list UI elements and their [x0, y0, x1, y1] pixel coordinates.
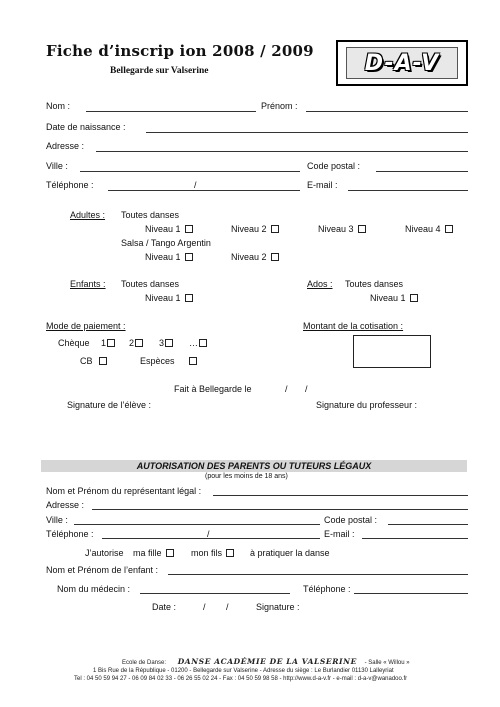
label-enfants: Enfants :	[70, 279, 106, 289]
label-enfant: Nom et Prénom de l’enfant :	[46, 565, 159, 575]
label-date-naissance: Date de naissance :	[46, 122, 126, 132]
label-parent-code-postal: Code postal :	[324, 515, 378, 525]
label-montant-cotisation: Montant de la cotisation :	[303, 321, 404, 331]
field-date-naissance[interactable]	[146, 132, 468, 133]
logo-text: D-A-V	[364, 50, 440, 76]
field-adresse[interactable]	[96, 151, 468, 152]
label-parent-ville: Ville :	[46, 515, 68, 525]
checkbox[interactable]	[226, 549, 234, 557]
label-ados: Ados :	[307, 279, 333, 289]
option-cheque-2[interactable]: 2	[129, 338, 143, 348]
form-title: Fiche d’inscrip ion 2008 / 2009	[46, 42, 314, 60]
autorisation-title: AUTORISATION DES PARENTS OU TUTEURS LÉGAUX	[136, 461, 372, 471]
checkbox[interactable]	[445, 225, 453, 233]
checkbox[interactable]	[107, 339, 115, 347]
label-adresse: Adresse :	[46, 141, 85, 151]
footer-salle: - Salle « Willou »	[364, 660, 410, 666]
date-separator-b: /	[226, 602, 229, 612]
option-enfant-niveau1[interactable]: Niveau 1	[145, 293, 193, 303]
field-medecin-telephone[interactable]	[354, 593, 468, 594]
option-cb[interactable]: CB	[80, 356, 107, 366]
dav-logo	[336, 40, 468, 86]
autorisation-band	[41, 460, 467, 472]
label-representant: Nom et Prénom du représentant légal :	[46, 486, 202, 496]
date-separator-1: /	[285, 384, 288, 394]
field-enfant[interactable]	[168, 574, 468, 575]
option-ados-niveau1[interactable]: Niveau 1	[370, 293, 418, 303]
field-parent-code-postal[interactable]	[388, 524, 468, 525]
checkbox[interactable]	[185, 294, 193, 302]
checkbox[interactable]	[358, 225, 366, 233]
label-medecin-telephone: Téléphone :	[303, 584, 351, 594]
field-parent-email[interactable]	[362, 538, 468, 539]
parent-phone-separator: /	[207, 529, 210, 539]
label-medecin: Nom du médecin :	[57, 584, 131, 594]
phone-separator: /	[194, 180, 197, 190]
option-adulte-niveau4[interactable]: Niveau 4	[405, 224, 453, 234]
footer-address: 1 Bis Rue de la République - 01200 - Bellegarde sur Valserine - Adresse du siège : Le Burlandier 01130 Lalleyriat	[93, 668, 394, 674]
checkbox[interactable]	[185, 253, 193, 261]
field-parent-adresse[interactable]	[92, 509, 468, 510]
option-especes[interactable]: Espèces	[140, 356, 197, 366]
cotisation-amount-box[interactable]	[353, 335, 431, 368]
label-parent-email: E-mail :	[324, 529, 355, 539]
label-adultes: Adultes :	[70, 210, 106, 220]
autorisation-subtitle: (pour les moins de 18 ans)	[205, 473, 288, 480]
field-parent-telephone[interactable]	[102, 538, 320, 539]
label-signature-professeur: Signature du professeur :	[316, 400, 418, 410]
field-nom[interactable]	[86, 111, 256, 112]
option-cheque-3[interactable]: 3	[159, 338, 173, 348]
label-cheque: Chèque	[58, 338, 90, 348]
field-parent-ville[interactable]	[74, 524, 320, 525]
checkbox[interactable]	[166, 549, 174, 557]
option-ma-fille[interactable]: ma fille	[133, 548, 174, 558]
footer-contact: Tel : 04 50 59 94 27 - 06 09 84 02 33 - 06 26 55 02 24 - Fax : 04 50 59 98 58 - http://www.d-a-v.fr - e-mail : d-a-v@wanadoo.fr	[74, 676, 408, 682]
checkbox[interactable]	[410, 294, 418, 302]
label-signature-eleve: Signature de l’élève :	[67, 400, 152, 410]
fait-a-bellegarde: Fait à Bellegarde le	[174, 384, 252, 394]
field-telephone[interactable]	[108, 190, 300, 191]
checkbox[interactable]	[165, 339, 173, 347]
date-separator-a: /	[203, 602, 206, 612]
label-parent-adresse: Adresse :	[46, 500, 85, 510]
checkbox[interactable]	[271, 253, 279, 261]
footer-ecole-name: DANSE ACADÉMIE DE LA VALSERINE	[177, 657, 357, 666]
option-salsa-niveau1[interactable]: Niveau 1	[145, 252, 193, 262]
label-parent-telephone: Téléphone :	[46, 529, 94, 539]
label-telephone: Téléphone :	[46, 180, 94, 190]
adultes-toutes-danses: Toutes danses	[121, 210, 180, 220]
ados-toutes-danses: Toutes danses	[345, 279, 404, 289]
checkbox[interactable]	[185, 225, 193, 233]
footer-ecole-prefix: Ecole de Danse:	[122, 660, 167, 666]
option-adulte-niveau1[interactable]: Niveau 1	[145, 224, 193, 234]
label-code-postal: Code postal :	[307, 161, 361, 171]
date-separator-2: /	[305, 384, 308, 394]
label-parent-signature: Signature :	[256, 602, 300, 612]
checkbox[interactable]	[199, 339, 207, 347]
label-jautorise: J’autorise	[85, 548, 124, 558]
field-representant[interactable]	[213, 495, 468, 496]
field-ville[interactable]	[80, 171, 300, 172]
option-adulte-niveau3[interactable]: Niveau 3	[318, 224, 366, 234]
label-pratiquer-danse: à pratiquer la danse	[250, 548, 330, 558]
form-subtitle: Bellegarde sur Valserine	[110, 66, 209, 76]
option-cheque-more[interactable]: …	[189, 338, 207, 348]
checkbox[interactable]	[271, 225, 279, 233]
checkbox[interactable]	[99, 357, 107, 365]
label-email: E-mail :	[307, 180, 338, 190]
label-mode-paiement: Mode de paiement :	[46, 321, 126, 331]
salsa-tango-label: Salsa / Tango Argentin	[121, 238, 211, 248]
enfants-toutes-danses: Toutes danses	[121, 279, 180, 289]
field-email[interactable]	[348, 190, 468, 191]
label-date: Date :	[152, 602, 177, 612]
field-medecin[interactable]	[140, 593, 290, 594]
checkbox[interactable]	[135, 339, 143, 347]
label-prenom: Prénom :	[261, 101, 298, 111]
label-nom: Nom :	[46, 101, 71, 111]
option-adulte-niveau2[interactable]: Niveau 2	[231, 224, 279, 234]
field-code-postal[interactable]	[376, 171, 468, 172]
field-prenom[interactable]	[306, 111, 468, 112]
checkbox[interactable]	[189, 357, 197, 365]
label-ville: Ville :	[46, 161, 68, 171]
option-salsa-niveau2[interactable]: Niveau 2	[231, 252, 279, 262]
option-cheque-1[interactable]: 1	[101, 338, 115, 348]
option-mon-fils[interactable]: mon fils	[191, 548, 234, 558]
footer-ecole-line	[122, 657, 410, 666]
